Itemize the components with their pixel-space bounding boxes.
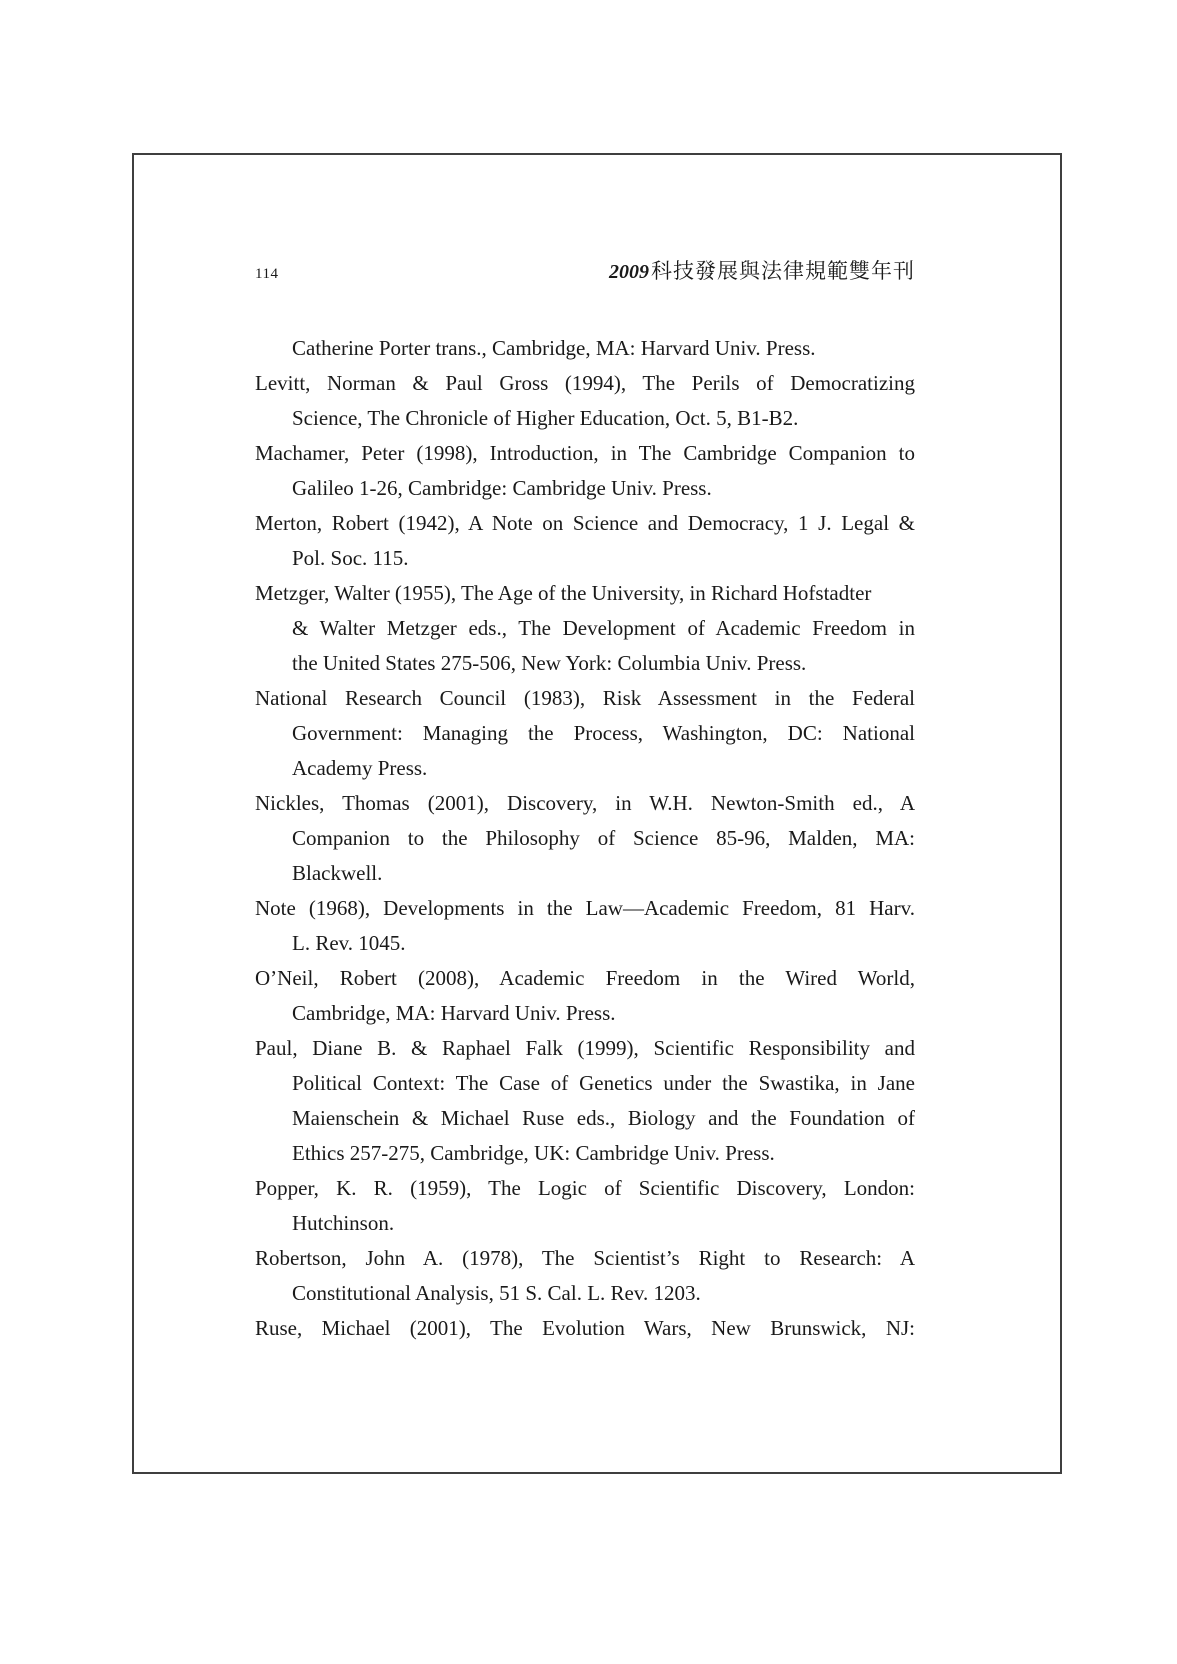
reference-line: Galileo 1-26, Cambridge: Cambridge Univ. Press. (292, 476, 712, 500)
reference-line: Robertson, John A. (1978), The Scientist’s Right to Research: A (255, 1246, 915, 1270)
reference-line: Pol. Soc. 115. (292, 546, 409, 570)
reference-line: Metzger, Walter (1955), The Age of the University, in Richard Hofstadter (255, 581, 872, 605)
reference-line: Maienschein & Michael Ruse eds., Biology and the Foundation of (292, 1106, 915, 1130)
reference-line: Political Context: The Case of Genetics under the Swastika, in Jane (292, 1071, 915, 1095)
journal-name: 科技發展與法律規範雙年刊 (651, 259, 915, 283)
references-list (255, 331, 915, 1346)
reference-line: L. Rev. 1045. (292, 931, 406, 955)
reference-line: Hutchinson. (292, 1211, 395, 1235)
reference-line: Government: Managing the Process, Washington, DC: National (292, 721, 915, 745)
reference-line: O’Neil, Robert (2008), Academic Freedom in the Wired World, (255, 966, 915, 990)
reference-line: Constitutional Analysis, 51 S. Cal. L. Rev. 1203. (292, 1281, 701, 1305)
journal-year: 2009 (609, 261, 649, 283)
reference-line: Science, The Chronicle of Higher Education, Oct. 5, B1-B2. (292, 406, 799, 430)
reference-line: Companion to the Philosophy of Science 85-96, Malden, MA: (292, 826, 915, 850)
reference-line: National Research Council (1983), Risk Assessment in the Federal (255, 686, 915, 710)
reference-line: the United States 275-506, New York: Columbia Univ. Press. (292, 651, 807, 675)
reference-line: & Walter Metzger eds., The Development of Academic Freedom in (292, 616, 915, 640)
reference-line: Ruse, Michael (2001), The Evolution Wars, New Brunswick, NJ: (255, 1316, 915, 1340)
reference-line: Note (1968), Developments in the Law—Academic Freedom, 81 Harv. (255, 896, 915, 920)
reference-line: Nickles, Thomas (2001), Discovery, in W.H. Newton-Smith ed., A (255, 791, 915, 815)
reference-line: Blackwell. (292, 861, 383, 885)
journal-title (609, 255, 915, 285)
page-border (132, 153, 1062, 1474)
reference-line: Machamer, Peter (1998), Introduction, in The Cambridge Companion to (255, 441, 915, 465)
reference-line: Merton, Robert (1942), A Note on Science and Democracy, 1 J. Legal & (255, 511, 915, 535)
reference-line: Paul, Diane B. & Raphael Falk (1999), Scientific Responsibility and (255, 1036, 915, 1060)
reference-line: Ethics 257-275, Cambridge, UK: Cambridge Univ. Press. (292, 1141, 775, 1165)
page-number: 114 (255, 266, 279, 282)
page-header (255, 255, 915, 285)
reference-line: Cambridge, MA: Harvard Univ. Press. (292, 1001, 616, 1025)
reference-line: Academy Press. (292, 756, 428, 780)
reference-line: Catherine Porter trans., Cambridge, MA: Harvard Univ. Press. (292, 336, 816, 360)
reference-line: Popper, K. R. (1959), The Logic of Scientific Discovery, London: (255, 1176, 915, 1200)
reference-line: Levitt, Norman & Paul Gross (1994), The Perils of Democratizing (255, 371, 915, 395)
